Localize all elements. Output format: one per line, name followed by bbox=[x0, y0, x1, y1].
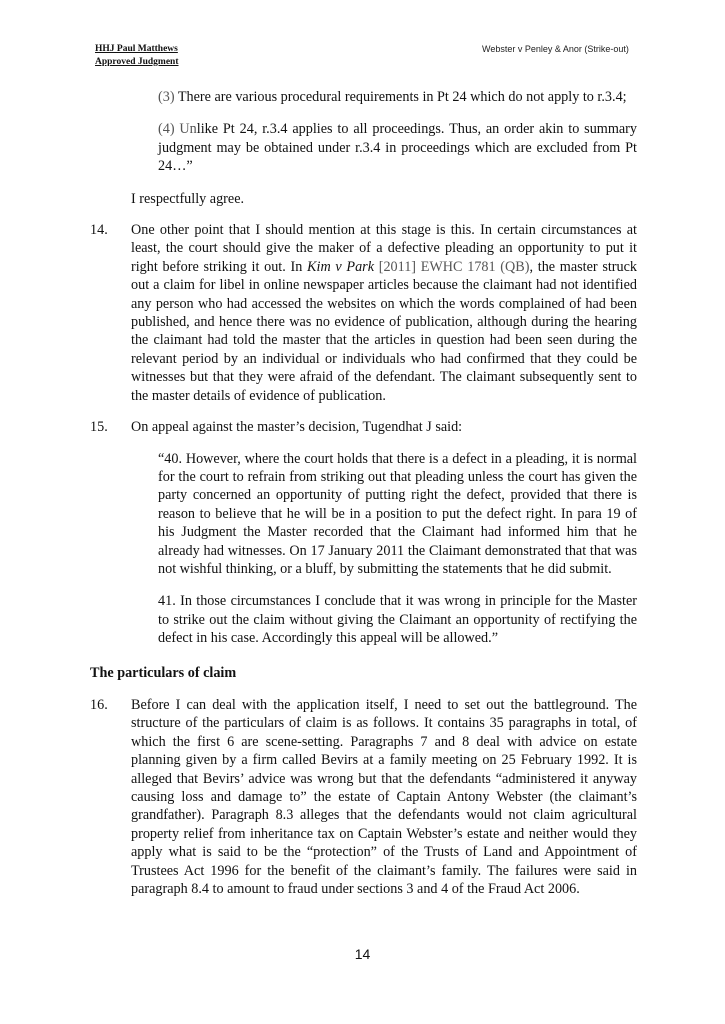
judge-name: HHJ Paul Matthews bbox=[95, 44, 178, 54]
paragraph-14 bbox=[90, 221, 637, 405]
item-text: like Pt 24, r.3.4 applies to all proceedings. Thus, an order akin to summary judgment may be obtained under r.3.4 in proceedings which are excluded from Pt 24…” bbox=[158, 121, 637, 175]
paragraph-text: One other point that I should mention at this stage is this. In certain circumstances at least, the court should give the maker of a defective pleading an opportunity to put it right before striking it out. In bbox=[131, 222, 637, 275]
case-name: Kim v Park bbox=[307, 258, 375, 275]
agreement-line: I respectfully agree. bbox=[131, 190, 245, 207]
paragraph-number: 16. bbox=[90, 696, 108, 713]
page-number: 14 bbox=[354, 946, 371, 962]
quote-paragraph-40: “40. However, where the court holds that there is a defect in a pleading, it is normal for the court to refrain from striking out that pleading unless the court has given the party concerned an opportunity of putting right the defect, provided that there is reason to believe that he will be in a position to put the defect right. In para 19 of his Judgment the Master recorded that the Claimant had informed him that he already had witnesses. On 17 January 2011 the Claimant demonstrated that that was not wishful thinking, or a bluff, by submitting the statements that he did submit. bbox=[158, 450, 637, 577]
judgment-status: Approved Judgment bbox=[95, 57, 179, 67]
item-text: There are various procedural requirements in Pt 24 which do not apply to r.3.4; bbox=[177, 89, 627, 105]
header-left bbox=[95, 43, 179, 69]
paragraph-15 bbox=[90, 418, 637, 436]
quote-item-4 bbox=[158, 120, 637, 175]
quote-item-3 bbox=[158, 88, 637, 106]
paragraph-text: On appeal against the master’s decision, Tugendhat J said: bbox=[131, 419, 463, 436]
section-heading: The particulars of claim bbox=[90, 664, 237, 681]
paragraph-number: 14. bbox=[90, 222, 108, 239]
case-title-header: Webster v Penley & Anor (Strike-out) bbox=[482, 44, 629, 54]
paragraph-text: Before I can deal with the application itself, I need to set out the battleground. The structure of the particulars of claim is as follows. It contains 35 paragraphs in total, of which the first 6 are scene-setting. Paragraphs 7 and 8 deal with advice on estate planning given by a firm called Bevirs at a family meeting on 25 February 1992. It is alleged that Bevirs’ advice was wrong but that the defendants “administered it anyway causing loss and damage to” the estate of Captain Antony Webster (the claimant’s grandfather). Paragraph 8.3 alleges that the defendants would not claim agricultural property relief from inheritance tax on Captain Webster’s estate and neither would they apply what is said to be the “protection” of the Trusts of Land and Appointment of Trustees Act 1996 for the benefit of the claimant’s family. The failures were said in paragraph 8.4 to amount to fraud under sections 3 and 4 of the Fraud Act 2006. bbox=[131, 696, 637, 898]
document-body bbox=[90, 88, 637, 911]
item-prefix: (4) Un bbox=[158, 121, 197, 138]
case-citation: [2011] EWHC 1781 (QB) bbox=[374, 258, 530, 275]
paragraph-number: 15. bbox=[90, 419, 108, 436]
paragraph-text: , the master struck out a claim for libel in online newspaper articles because the claimant had not identified any person who had accessed the websites on which the words complained of had been published, and hence there was no evidence of publication, although during the hearing the claimant had told the master that the articles in question had been seen during the relevant period by an individual or individuals who had confirmed that they could be witnesses but that they were afraid of the defendant. The claimant subsequently sent to the master details of evidence of publication. bbox=[131, 258, 637, 404]
quote-paragraph-41: 41. In those circumstances I conclude that it was wrong in principle for the Master to strike out the claim without giving the Claimant an opportunity of rectifying the defect in his case. Accordingly this appeal will be allowed.” bbox=[158, 593, 637, 647]
paragraph-16 bbox=[90, 696, 637, 898]
item-prefix: (3) bbox=[158, 89, 178, 105]
